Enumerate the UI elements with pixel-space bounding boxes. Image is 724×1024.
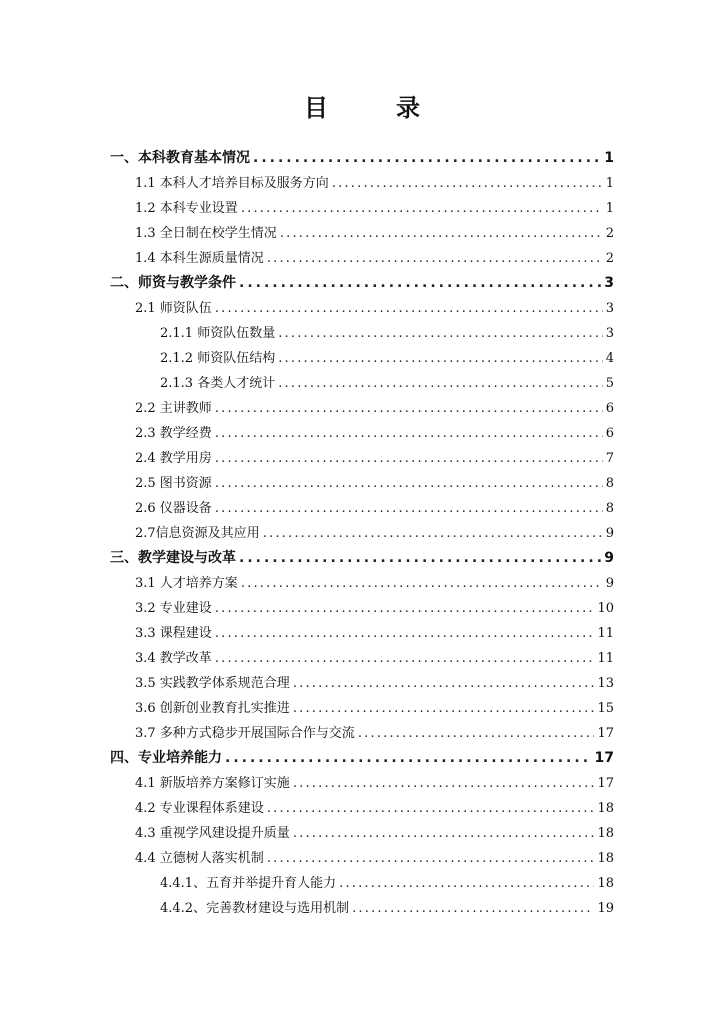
- toc-entry-page-number: 9: [604, 550, 614, 566]
- toc-entry[interactable]: [160, 871, 614, 896]
- toc-entry-page-number: 5: [605, 376, 614, 391]
- toc-entry[interactable]: [135, 421, 614, 446]
- toc-entry[interactable]: [160, 371, 614, 396]
- toc-dot-leader: [215, 471, 603, 496]
- toc-entry-title: 4.3 重视学风建设提升质量: [135, 826, 290, 841]
- toc-entry[interactable]: [135, 821, 614, 846]
- toc-entry-page-number: 17: [594, 750, 614, 766]
- toc-entry-title: 3.6 创新创业教育扎实推进: [135, 701, 290, 716]
- toc-entry[interactable]: [135, 396, 614, 421]
- toc-entry-page-number: 18: [597, 876, 614, 891]
- toc-entry-page-number: 3: [604, 275, 614, 291]
- toc-entry-page-number: 19: [597, 901, 614, 916]
- toc-entry-title: 4.2 专业课程体系建设: [135, 801, 264, 816]
- toc-entry[interactable]: [135, 771, 614, 796]
- toc-dot-leader: [215, 646, 595, 671]
- toc-dot-leader: [215, 596, 595, 621]
- toc-entry[interactable]: [135, 196, 614, 221]
- toc-entry-title: 4.4.2、完善教材建设与选用机制: [160, 901, 350, 916]
- toc-entry[interactable]: [135, 446, 614, 471]
- toc-dot-leader: [215, 396, 603, 421]
- toc-dot-leader: [263, 521, 603, 546]
- toc-entry-page-number: 1: [605, 201, 614, 216]
- toc-entry[interactable]: [135, 796, 614, 821]
- toc-entry-title: 3.3 课程建设: [135, 626, 212, 641]
- toc-entry[interactable]: [135, 621, 614, 646]
- toc-entry[interactable]: [135, 171, 614, 196]
- toc-entry[interactable]: [110, 146, 614, 171]
- toc-entry[interactable]: [135, 646, 614, 671]
- toc-entry-page-number: 11: [597, 651, 614, 666]
- toc-entry-title: 三、教学建设与改革: [110, 550, 236, 566]
- toc-entry-page-number: 18: [597, 826, 614, 841]
- toc-entry-page-number: 18: [597, 801, 614, 816]
- toc-entry-title: 3.5 实践教学体系规范合理: [135, 676, 290, 691]
- toc-entry-title: 二、师资与教学条件: [110, 275, 236, 291]
- toc-entry[interactable]: [135, 671, 614, 696]
- toc-dot-leader: [215, 621, 595, 646]
- toc-entry-page-number: 17: [597, 776, 614, 791]
- toc-entry-title: 1.4 本科生源质量情况: [135, 251, 264, 266]
- toc-dot-leader: [239, 546, 601, 571]
- toc-entry-title: 2.3 教学经费: [135, 426, 212, 441]
- toc-entry-page-number: 3: [605, 301, 614, 316]
- toc-dot-leader: [293, 671, 595, 696]
- toc-entry-page-number: 9: [605, 526, 614, 541]
- toc-entry[interactable]: [135, 721, 614, 746]
- toc-entry-title: 2.6 仪器设备: [135, 501, 212, 516]
- toc-entry[interactable]: [135, 471, 614, 496]
- toc-dot-leader: [267, 846, 595, 871]
- toc-entry-title: 4.4.1、五育并举提升育人能力: [160, 876, 337, 891]
- toc-dot-leader: [225, 746, 592, 771]
- toc-entry-page-number: 4: [605, 351, 614, 366]
- toc-entry-title: 2.1 师资队伍: [135, 301, 212, 316]
- toc-entry-title: 1.3 全日制在校学生情况: [135, 226, 277, 241]
- toc-entry[interactable]: [110, 546, 614, 571]
- toc-entry-page-number: 10: [597, 601, 614, 616]
- toc-entry[interactable]: [110, 746, 614, 771]
- toc-entry-title: 1.2 本科专业设置: [135, 201, 238, 216]
- toc-entry[interactable]: [135, 596, 614, 621]
- toc-dot-leader: [293, 696, 595, 721]
- toc-entry-title: 3.2 专业建设: [135, 601, 212, 616]
- toc-entry-title: 2.4 教学用房: [135, 451, 212, 466]
- toc-dot-leader: [358, 721, 595, 746]
- toc-dot-leader: [239, 271, 601, 296]
- toc-entry-title: 一、本科教育基本情况: [110, 150, 250, 166]
- toc-entry[interactable]: [135, 571, 614, 596]
- toc-dot-leader: [267, 796, 595, 821]
- toc-entry[interactable]: [160, 896, 614, 921]
- toc-entry-page-number: 1: [604, 150, 614, 166]
- toc-dot-leader: [215, 421, 603, 446]
- toc-entry-page-number: 2: [605, 251, 614, 266]
- toc-entry-page-number: 1: [605, 176, 614, 191]
- toc-dot-leader: [293, 821, 595, 846]
- toc-dot-leader: [332, 171, 603, 196]
- toc-entry-title: 2.1.2 师资队伍结构: [160, 351, 276, 366]
- toc-entry-page-number: 2: [605, 226, 614, 241]
- toc-entry-page-number: 6: [605, 426, 614, 441]
- toc-entry[interactable]: [110, 271, 614, 296]
- page-title: 目 录: [304, 94, 442, 122]
- toc-entry-title: 4.1 新版培养方案修订实施: [135, 776, 290, 791]
- toc-entry-title: 1.1 本科人才培养目标及服务方向: [135, 176, 329, 191]
- toc-entry-page-number: 7: [605, 451, 614, 466]
- toc-dot-leader: [215, 496, 603, 521]
- toc-entry[interactable]: [160, 321, 614, 346]
- toc-entry[interactable]: [135, 696, 614, 721]
- toc-entry-page-number: 8: [605, 476, 614, 491]
- toc-dot-leader: [339, 871, 594, 896]
- toc-entry-page-number: 18: [597, 851, 614, 866]
- toc-entry-title: 2.7信息资源及其应用: [135, 526, 260, 541]
- toc-entry-page-number: 3: [605, 326, 614, 341]
- toc-entry-title: 2.1.3 各类人才统计: [160, 376, 276, 391]
- toc-entry[interactable]: [135, 296, 614, 321]
- toc-entry-page-number: 17: [597, 726, 614, 741]
- toc-entry-page-number: 11: [597, 626, 614, 641]
- toc-entry[interactable]: [135, 521, 614, 546]
- toc-dot-leader: [278, 371, 603, 396]
- toc-dot-leader: [215, 296, 603, 321]
- toc-entry-title: 2.1.1 师资队伍数量: [160, 326, 276, 341]
- toc-entry-title: 3.7 多种方式稳步开展国际合作与交流: [135, 726, 355, 741]
- toc-dot-leader: [278, 346, 603, 371]
- toc-entry[interactable]: [135, 246, 614, 271]
- toc-dot-leader: [253, 146, 601, 171]
- toc-dot-leader: [241, 571, 603, 596]
- toc-dot-leader: [267, 246, 603, 271]
- toc-dot-leader: [280, 221, 603, 246]
- toc-entry-page-number: 9: [605, 576, 614, 591]
- toc-entry[interactable]: [135, 496, 614, 521]
- toc-dot-leader: [215, 446, 603, 471]
- toc-entry-page-number: 8: [605, 501, 614, 516]
- toc-entry-page-number: 13: [597, 676, 614, 691]
- toc-entry-title: 2.2 主讲教师: [135, 401, 212, 416]
- toc-entry-title: 3.1 人才培养方案: [135, 576, 238, 591]
- toc-entry[interactable]: [135, 846, 614, 871]
- toc-dot-leader: [278, 321, 603, 346]
- toc-entry-page-number: 15: [597, 701, 614, 716]
- toc-dot-leader: [293, 771, 595, 796]
- toc-entry[interactable]: [135, 221, 614, 246]
- toc-entry-title: 四、专业培养能力: [110, 750, 222, 766]
- toc-dot-leader: [241, 196, 603, 221]
- toc-entry-title: 2.5 图书资源: [135, 476, 212, 491]
- toc-entry-title: 3.4 教学改革: [135, 651, 212, 666]
- toc-entry-page-number: 6: [605, 401, 614, 416]
- toc-entry[interactable]: [160, 346, 614, 371]
- toc-dot-leader: [352, 896, 594, 921]
- toc-entry-title: 4.4 立德树人落实机制: [135, 851, 264, 866]
